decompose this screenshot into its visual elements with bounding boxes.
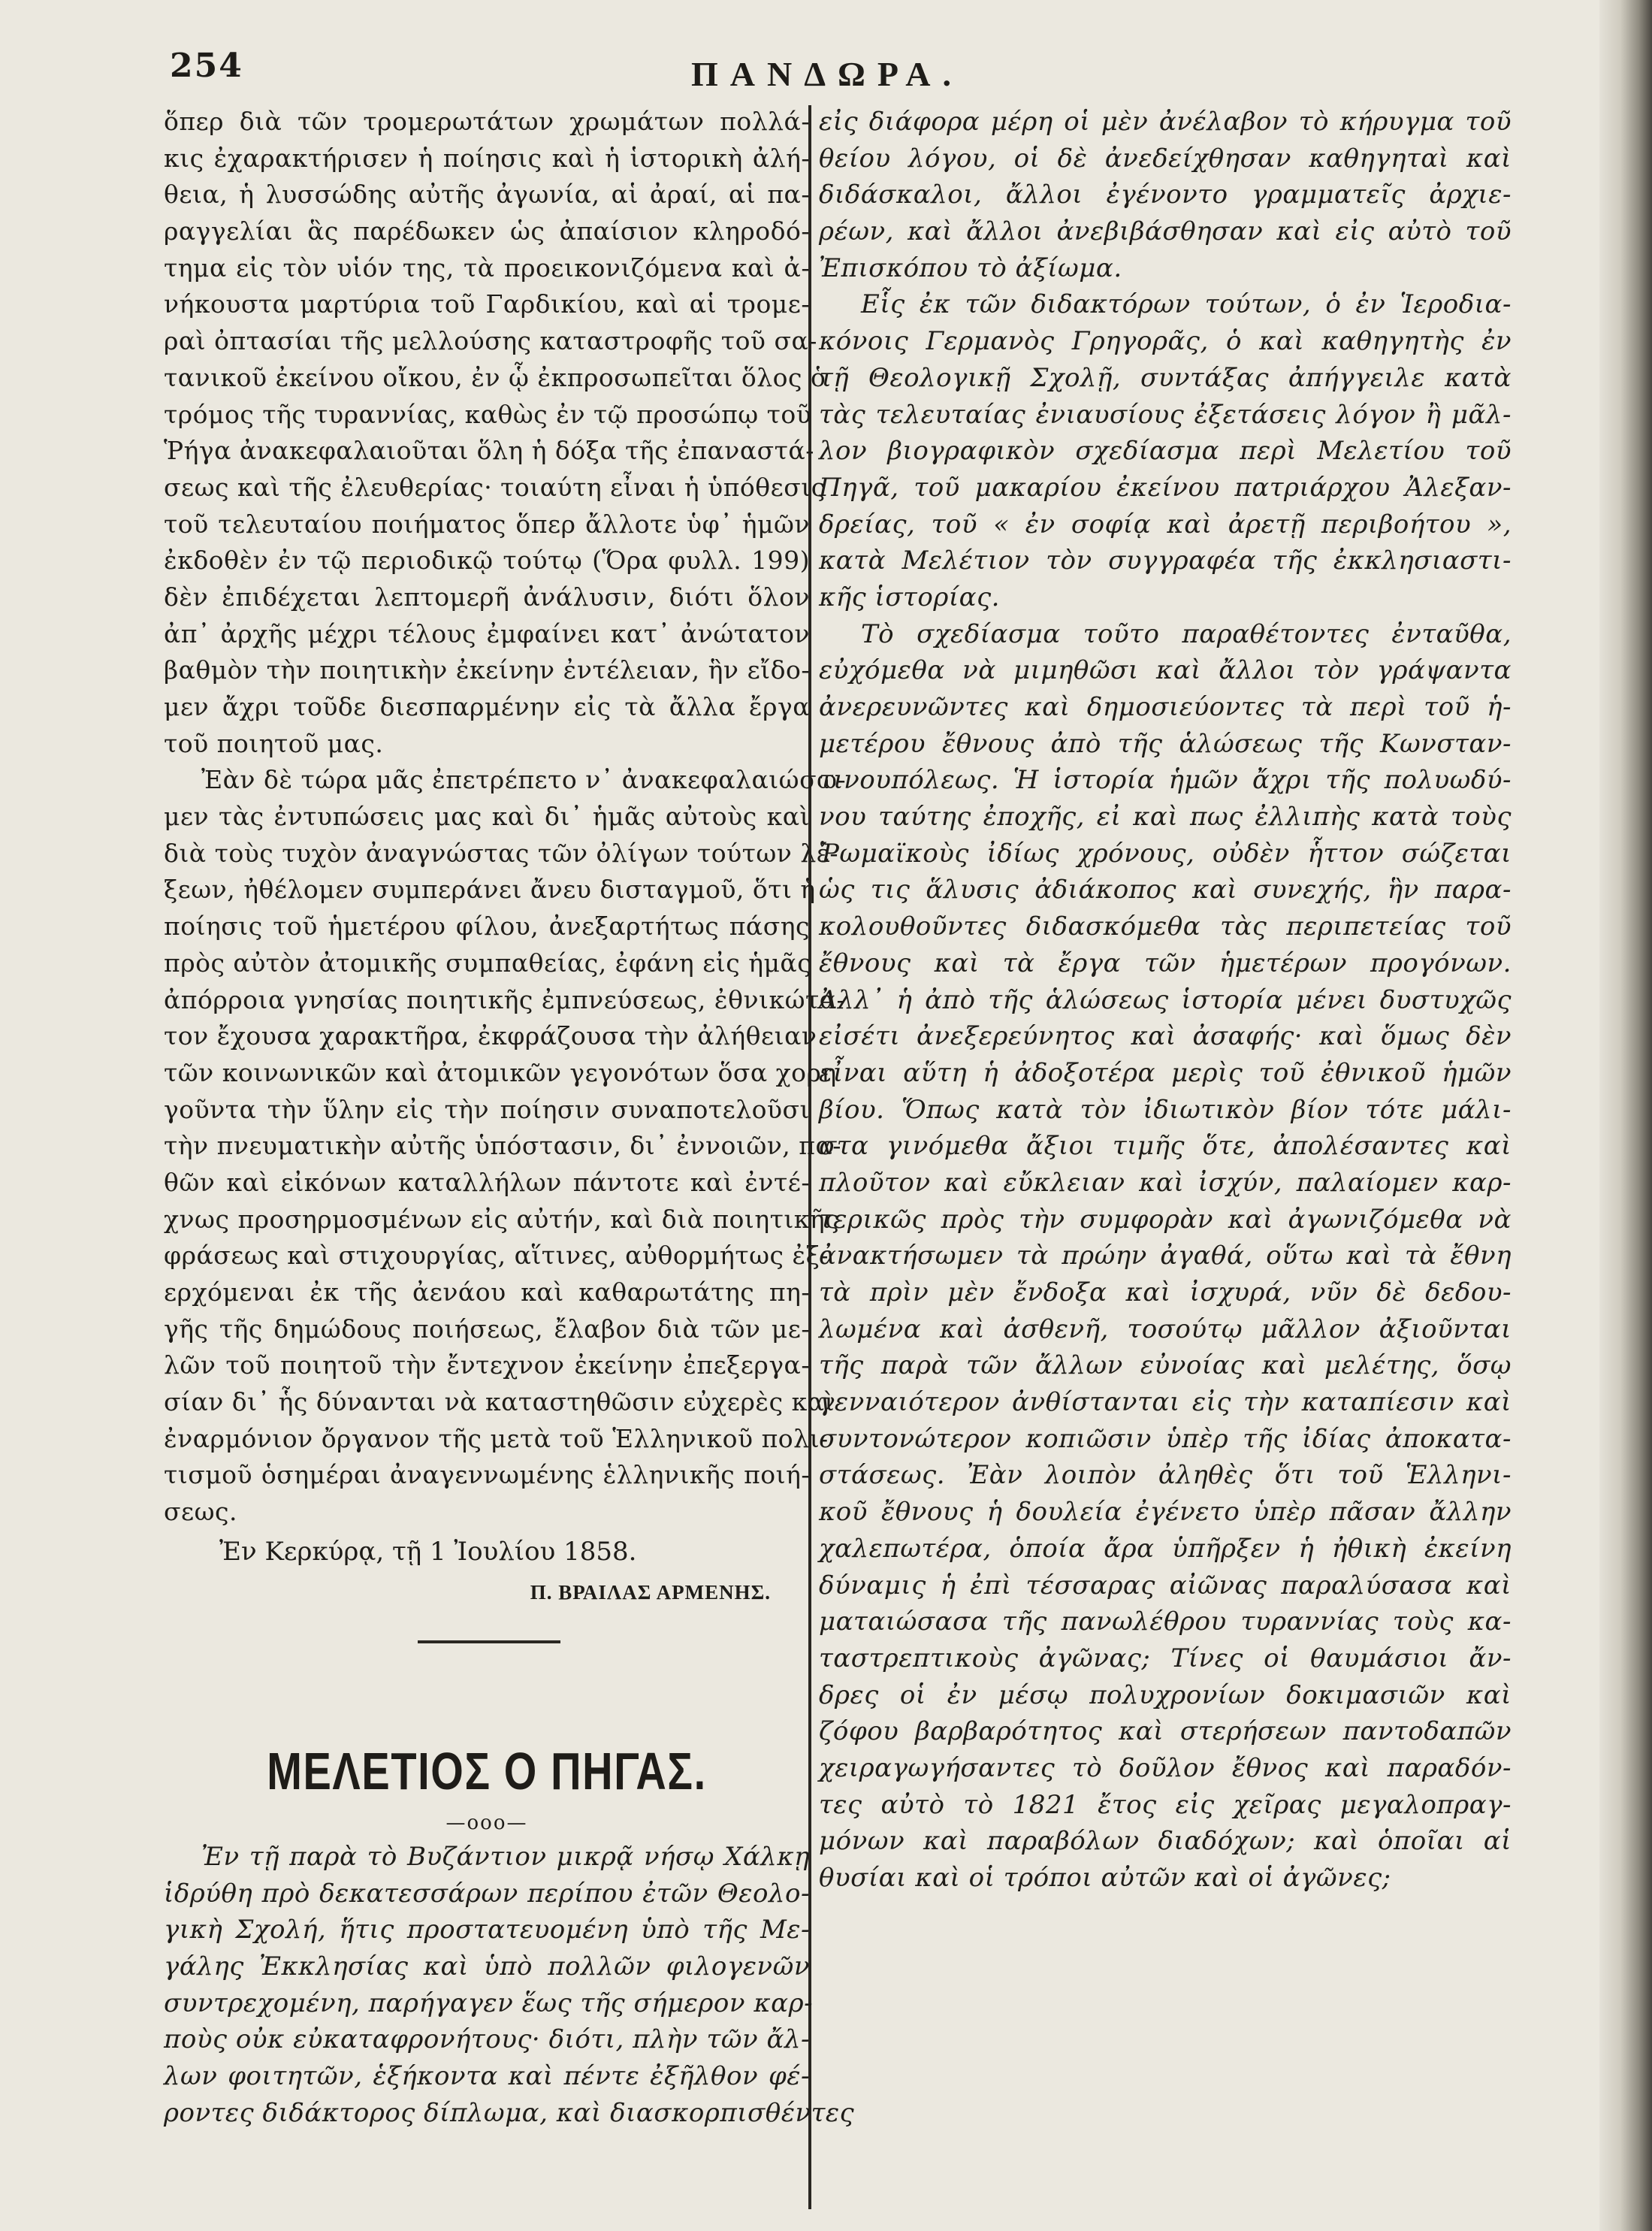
text-line: γενναιότερον ἀνθίστανται εἰς τὴν καταπίεσιν καὶ [819, 1387, 1512, 1418]
text-line: μεν ἄχρι τοῦδε διεσπαρμένην εἰς τὰ ἄλλα ἔργα [164, 692, 810, 721]
text-line: χαλεπωτέρα, ὁποία ἄρα ὑπῆρξεν ἡ ἠθικὴ ἐκείνη [819, 1533, 1512, 1564]
text-line: κόνοις Γερμανὸς Γρηγορᾶς, ὁ καὶ καθηγητὴς ἐν [819, 326, 1512, 357]
text-line: κολουθοῦντες διδασκόμεθα τὰς περιπετείας τοῦ [819, 911, 1512, 942]
text-line: διὰ τοὺς τυχὸν ἀναγνώστας τῶν ὀλίγων τούτων λέ- [164, 838, 839, 868]
left-article-conclusion [164, 762, 847, 1530]
text-line: ζόφου βαρβαρότητος καὶ στερήσεων παντοδαπῶν [819, 1716, 1512, 1747]
text-line: ἐκδοθὲν ἐν τῷ περιοδικῷ τούτῳ (Ὅρα φυλλ. 199) [164, 546, 810, 576]
author-signature: Π. ΒΡΑΙΛΑΣ ΑΡΜΕΝΗΣ. [530, 1580, 771, 1604]
text-line: Ἐν τῇ παρὰ τὸ Βυζάντιον μικρᾷ νήσῳ Χάλκῃ [201, 1841, 810, 1872]
text-line: Πηγᾶ, τοῦ μακαρίου ἐκείνου πατριάρχου Ἀλεξαν- [819, 472, 1512, 503]
text-line: χειραγωγήσαντες τὸ δοῦλον ἔθνος καὶ παραδόν- [819, 1752, 1512, 1783]
text-line: εἶναι αὕτη ἡ ἀδοξοτέρα μερὶς τοῦ ἐθνικοῦ ἡμῶν [819, 1057, 1512, 1088]
text-line: τον ἔχουσα χαρακτῆρα, ἐκφράζουσα τὴν ἀλήθειαν [164, 1021, 817, 1051]
text-line: ἀπ᾿ ἀρχῆς μέχρι τέλους ἐμφαίνει κατ᾿ ἀνώτατον [164, 618, 810, 648]
text-line: Ἐὰν δὲ τώρα μᾶς ἐπετρέπετο ν᾿ ἀνακεφαλαιώσω- [201, 765, 847, 795]
left-article-text [164, 104, 826, 762]
text-line: σεως. [164, 1497, 238, 1527]
text-line: τρόμος τῆς τυραννίας, καθὼς ἐν τῷ προσώπῳ τοῦ [164, 399, 812, 429]
text-line: Τὸ σχεδίασμα τοῦτο παραθέτοντες ἐνταῦθα, [861, 618, 1512, 649]
text-line: εἰς διάφορα μέρη οἱ μὲν ἀνέλαβον τὸ κήρυγμα τοῦ [819, 107, 1512, 137]
text-line: τοῦ τελευταίου ποιήματος ὅπερ ἄλλοτε ὑφ᾿ ἡμῶν [164, 509, 810, 539]
text-line: στάσεως. Ἐὰν λοιπὸν ἀληθὲς ὅτι τοῦ Ἑλληνι- [819, 1460, 1512, 1491]
text-line: δὲν ἐπιδέχεται λεπτομερῆ ἀνάλυσιν, διότι ὅλον [164, 582, 810, 612]
text-line: γῆς τῆς δημώδους ποιήσεως, ἔλαβον διὰ τῶν με- [164, 1314, 810, 1344]
text-line: τῆς παρὰ τῶν ἄλλων εὐνοίας καὶ μελέτης, ὅσῳ [819, 1350, 1512, 1381]
text-line: Ἐπισκόπου τὸ ἀξίωμα. [819, 252, 1122, 283]
text-line: ὅπερ διὰ τῶν τρομερωτάτων χρωμάτων πολλά- [164, 107, 810, 136]
text-line: τημα εἰς τὸν υἱόν της, τὰ προεικονιζόμενα καὶ ἀ- [164, 252, 810, 283]
text-line: ροντες διδάκτορος δίπλωμα, καὶ διασκορπισθέντες [164, 2097, 855, 2128]
text-line: ραὶ ὀπτασίαι τῆς μελλούσης καταστροφῆς τοῦ σα- [164, 326, 817, 356]
text-line: θείου λόγου, οἱ δὲ ἀνεδείχθησαν καθηγηταὶ καὶ [819, 143, 1512, 174]
text-line: ἔθνους καὶ τὰ ἔργα τῶν ἡμετέρων προγόνων. [819, 948, 1512, 978]
text-line: σίαν δι᾿ ἧς δύνανται νὰ καταστηθῶσιν εὐχερὲς καὶ [164, 1387, 835, 1417]
text-line: ἱδρύθη πρὸ δεκατεσσάρων περίπου ἐτῶν Θεολο- [164, 1878, 810, 1909]
text-line: πρὸς αὐτὸν ἀτομικῆς συμπαθείας, ἐφάνη εἰς ἡμᾶς [164, 948, 812, 978]
text-line: ποίησις τοῦ ἡμετέρου φίλου, ἀνεξαρτήτως πάσης [164, 911, 810, 942]
text-line: εὐχόμεθα νὰ μιμηθῶσι καὶ ἄλλοι τὸν γράψαντα [819, 655, 1512, 686]
text-line: τοῦ ποιητοῦ μας. [164, 728, 384, 758]
dateline: Ἐν Κερκύρᾳ, τῇ 1 Ἰουλίου 1858. [219, 1536, 637, 1567]
running-title: ΠΑΝΔΩΡΑ. [691, 55, 963, 93]
text-line: δρες οἱ ἐν μέσῳ πολυχρονίων δοκιμασιῶν καὶ [819, 1679, 1512, 1710]
text-line: ρέων, καὶ ἄλλοι ἀνεβιβάσθησαν καὶ εἰς αὐτὸ τοῦ [819, 216, 1512, 247]
text-line: θυσίαι καὶ οἱ τρόποι αὐτῶν καὶ οἱ ἀγῶνες; [819, 1863, 1391, 1893]
text-line: θῶν καὶ εἰκόνων καταλλήλων πάντοτε καὶ ἐντέ- [164, 1167, 810, 1197]
text-line: τὴν πνευματικὴν αὐτῆς ὑπόστασιν, δι᾿ ἐννοιῶν, πα- [164, 1131, 841, 1161]
text-line: θεια, ἡ λυσσώδης αὐτῆς ἀγωνία, αἱ ἀραί, αἱ πα- [164, 180, 810, 210]
text-line: ἀνακτήσωμεν τὰ πρώην ἀγαθά, οὕτω καὶ τὰ ἔθνη [819, 1241, 1512, 1271]
text-line: γάλης Ἐκκλησίας καὶ ὑπὸ πολλῶν φιλογενῶν [164, 1951, 810, 1982]
text-line: λον βιογραφικὸν σχεδίασμα περὶ Μελετίου τοῦ [819, 436, 1512, 467]
text-line: ματαιώσασα τῆς πανωλέθρου τυραννίας τοὺς κα- [819, 1607, 1512, 1637]
text-line: κις ἐχαρακτήρισεν ἡ ποίησις καὶ ἡ ἱστορικὴ ἀλή- [164, 143, 810, 173]
text-line: ποὺς οὐκ εὐκαταφρονήτους· διότι, πλὴν τῶν ἄλ- [164, 2024, 810, 2055]
text-line: ξεων, ἠθέλομεν συμπεράνει ἄνευ δισταγμοῦ, ὅτι ἡ [164, 875, 816, 905]
text-line: τῇ Θεολογικῇ Σχολῇ, συντάξας ἀπήγγειλε κατὰ [819, 362, 1512, 393]
text-line: τισμοῦ ὁσημέραι ἀναγεννωμένης ἑλληνικῆς ποιή- [164, 1460, 810, 1490]
text-line: νήκουστα μαρτύρια τοῦ Γαρδικίου, καὶ αἱ τρομε- [164, 289, 810, 319]
text-line: εἰσέτι ἀνεξερεύνητος καὶ ἀσαφής· καὶ ὅμως δὲν [819, 1021, 1512, 1052]
text-line: φράσεως καὶ στιχουργίας, αἵτινες, αὐθορμήτως ἐξ- [164, 1241, 829, 1271]
text-line: δύναμις ἡ ἐπὶ τέσσαρας αἰῶνας παραλύσασα καὶ [819, 1570, 1512, 1601]
text-line: ερχόμεναι ἐκ τῆς ἀενάου καὶ καθαρωτάτης πη- [164, 1277, 810, 1307]
text-line: Ῥωμαϊκοὺς ἰδίως χρόνους, οὐδὲν ἧττον σώζεται [819, 838, 1512, 869]
text-line: ἀπόρροια γνησίας ποιητικῆς ἐμπνεύσεως, ἐθνικώτα- [164, 984, 846, 1014]
article-title: ΜΕΛΕΤΙΟΣ Ο ΠΗΓΑΣ. [267, 1741, 707, 1800]
text-line: στα γινόμεθα ἄξιοι τιμῆς ὅτε, ἀπολέσαντες καὶ [819, 1131, 1512, 1162]
title-ornament: —ooo— [445, 1811, 528, 1834]
text-line: τερικῶς πρὸς τὴν συμφορὰν καὶ ἀγωνιζόμεθα νὰ [819, 1204, 1512, 1235]
binding-shadow [1599, 0, 1652, 2231]
text-line: τὰ πρὶν μὲν ἔνδοξα καὶ ἰσχυρά, νῦν δὲ δεδου- [819, 1277, 1512, 1307]
text-line: Ῥήγα ἀνακεφαλαιοῦται ὅλη ἡ δόξα τῆς ἐπαναστά- [164, 436, 814, 466]
page-number: 254 [170, 47, 243, 85]
text-line: συντρεχομένη, παρήγαγεν ἕως τῆς σήμερον καρ- [164, 1988, 814, 2018]
text-line: κατὰ Μελέτιον τὸν συγγραφέα τῆς ἐκκλησιαστι- [819, 546, 1512, 576]
text-line: Ἀλλ᾿ ἡ ἀπὸ τῆς ἁλώσεως ἱστορία μένει δυστυχῶς [819, 984, 1512, 1015]
text-line: κῆς ἱστορίας. [819, 582, 1000, 612]
text-line: ἐναρμόνιον ὄργανον τῆς μετὰ τοῦ Ἑλληνικοῦ πολι- [164, 1423, 829, 1453]
text-line: ὡς τις ἅλυσις ἀδιάκοπος καὶ συνεχής, ἣν παρα- [819, 875, 1512, 905]
section-separator [418, 1640, 560, 1643]
text-line: κοῦ ἔθνους ἡ δουλεία ἐγένετο ὑπὲρ πᾶσαν ἄλλην [819, 1497, 1512, 1528]
text-line: Εἷς ἐκ τῶν διδακτόρων τούτων, ὁ ἐν Ἱεροδια- [861, 289, 1512, 320]
text-line: τανικοῦ ἐκείνου οἴκου, ἐν ᾧ ἐκπροσωπεῖται ὅλος ὁ [164, 362, 826, 392]
text-line: μεν τὰς ἐντυπώσεις μας καὶ δι᾿ ἡμᾶς αὐτοὺς καὶ [164, 802, 810, 832]
text-line: ραγγελίαι ἃς παρέδωκεν ὡς ἀπαίσιον κληροδό- [164, 216, 810, 246]
left-column [164, 104, 855, 2131]
text-line: τῶν κοινωνικῶν καὶ ἀτομικῶν γεγονότων ὅσα χορη [164, 1057, 837, 1087]
text-line: δρείας, τοῦ « ἐν σοφίᾳ καὶ ἀρετῇ περιβοήτου », [819, 509, 1512, 540]
text-line: τες αὐτὸ τὸ 1821 ἔτος εἰς χεῖρας μεγαλοπραγ- [819, 1789, 1512, 1820]
text-line: σεως καὶ τῆς ἐλευθερίας· τοιαύτη εἶναι ἡ ὑπόθεσις [164, 472, 826, 502]
text-line: ταστρεπτικοὺς ἀγῶνας; Τίνες οἱ θαυμάσιοι ἄν- [819, 1643, 1512, 1673]
right-article-text [808, 104, 1515, 1897]
text-line: βίου. Ὅπως κατὰ τὸν ἰδιωτικὸν βίον τότε μάλι- [819, 1094, 1512, 1125]
text-line: μετέρου ἔθνους ἀπὸ τῆς ἁλώσεως τῆς Κωνσταν- [819, 728, 1512, 759]
text-line: χνως προσηρμοσμένων εἰς αὐτήν, καὶ διὰ ποιητικῆς [164, 1204, 840, 1234]
text-line: βαθμὸν τὴν ποιητικὴν ἐκείνην ἐντέλειαν, ἣν εἴδο- [164, 655, 810, 685]
text-line: τὰς τελευταίας ἐνιαυσίους ἐξετάσεις λόγον ἢ μᾶλ- [819, 399, 1512, 430]
new-article-text [164, 1839, 855, 2132]
text-line: διδάσκαλοι, ἄλλοι ἐγένοντο γραμματεῖς ἀρχιε- [819, 180, 1512, 210]
text-line: τινουπόλεως. Ἡ ἱστορία ἡμῶν ἄχρι τῆς πολυωδύ- [819, 765, 1512, 796]
text-line: πλοῦτον καὶ εὔκλειαν καὶ ἰσχύν, παλαίομεν καρ- [819, 1167, 1512, 1198]
text-line: ἀνερευνῶντες καὶ δημοσιεύοντες τὰ περὶ τοῦ ἡ- [819, 692, 1512, 722]
text-line: γικὴ Σχολή, ἥτις προστατευομένη ὑπὸ τῆς Με- [164, 1915, 810, 1945]
text-line: λων φοιτητῶν, ἑξήκοντα καὶ πέντε ἐξῆλθον φέ- [164, 2060, 810, 2091]
text-line: γοῦντα τὴν ὕλην εἰς τὴν ποίησιν συναποτελοῦσι [164, 1094, 810, 1124]
text-line: συντονώτερον κοπιῶσιν ὑπὲρ τῆς ἰδίας ἀποκατα- [819, 1423, 1512, 1454]
text-line: νου ταύτης ἐποχῆς, εἰ καὶ πως ἐλλιπὴς κατὰ τοὺς [819, 802, 1512, 833]
right-column [808, 104, 1515, 1897]
text-line: λωμένα καὶ ἀσθενῆ, τοσούτῳ μᾶλλον ἀξιοῦνται [819, 1314, 1512, 1344]
text-line: λῶν τοῦ ποιητοῦ τὴν ἔντεχνον ἐκείνην ἐπεξεργα- [164, 1350, 810, 1380]
text-line: μόνων καὶ παραβόλων διαδόχων; καὶ ὁποῖαι αἱ [819, 1826, 1512, 1857]
